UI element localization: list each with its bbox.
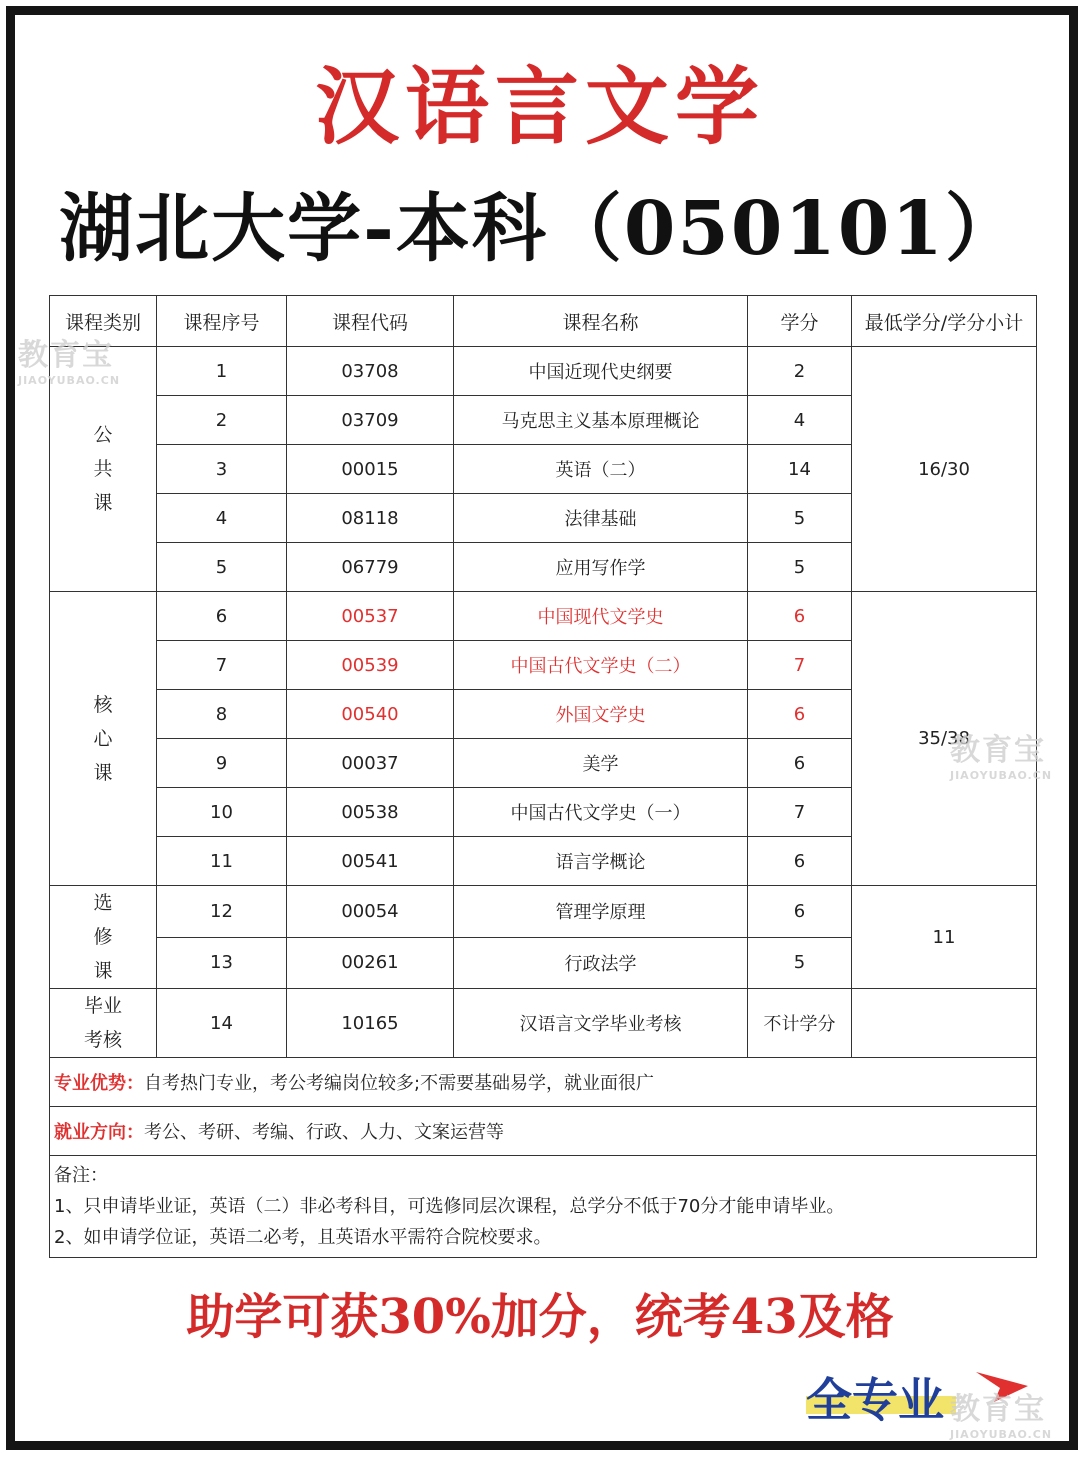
advantage-text: 自考热门专业，考公考编岗位较多;不需要基础易学，就业面很广 bbox=[144, 1073, 655, 1094]
course-code: 00537 bbox=[287, 592, 454, 641]
course-no: 6 bbox=[157, 592, 287, 641]
course-code: 10165 bbox=[287, 989, 454, 1058]
course-code: 08118 bbox=[287, 494, 454, 543]
course-no: 8 bbox=[157, 690, 287, 739]
course-no: 12 bbox=[157, 886, 287, 938]
course-code: 00540 bbox=[287, 690, 454, 739]
subtotal-core: 35/38 bbox=[852, 592, 1037, 886]
course-code: 00037 bbox=[287, 739, 454, 788]
subtotal-graduation bbox=[852, 989, 1037, 1058]
career-row bbox=[50, 1107, 1037, 1156]
course-name: 英语（二） bbox=[454, 445, 748, 494]
career-label: 就业方向： bbox=[54, 1122, 144, 1143]
course-credit: 7 bbox=[748, 641, 852, 690]
category-graduation-label: 毕业 考核 bbox=[83, 995, 122, 1051]
watermark-cn: 教育宝 bbox=[18, 338, 114, 373]
notes-row bbox=[50, 1156, 1037, 1258]
course-no: 9 bbox=[157, 739, 287, 788]
advantage-cell bbox=[50, 1058, 1037, 1107]
course-name: 应用写作学 bbox=[454, 543, 748, 592]
course-name: 中国古代文学史（一） bbox=[454, 788, 748, 837]
subtotal-public: 16/30 bbox=[852, 347, 1037, 592]
course-name: 中国近现代史纲要 bbox=[454, 347, 748, 396]
table-row bbox=[50, 592, 1037, 641]
course-no: 2 bbox=[157, 396, 287, 445]
header-code: 课程代码 bbox=[287, 296, 454, 347]
career-text: 考公、考研、考编、行政、人力、文案运营等 bbox=[144, 1122, 504, 1143]
course-code: 00015 bbox=[287, 445, 454, 494]
page-subtitle: 湖北大学-本科（050101） bbox=[59, 186, 1021, 272]
course-credit: 14 bbox=[748, 445, 852, 494]
bottom-banner: 助学可获30%加分，统考43及格 bbox=[186, 1289, 894, 1345]
category-elective bbox=[50, 886, 157, 989]
watermark-cn: 教育宝 bbox=[950, 1392, 1046, 1427]
course-no: 5 bbox=[157, 543, 287, 592]
watermark-en: JIAOYUBAO.CN bbox=[18, 374, 121, 387]
course-credit: 6 bbox=[748, 592, 852, 641]
header-number: 课程序号 bbox=[157, 296, 287, 347]
header-credit: 学分 bbox=[748, 296, 852, 347]
notes-item: 1、只申请毕业证，英语（二）非必考科目，可选修同层次课程，总学分不低于70分才能申请毕业。 bbox=[54, 1196, 845, 1217]
course-credit: 6 bbox=[748, 886, 852, 938]
course-no: 3 bbox=[157, 445, 287, 494]
curriculum-table bbox=[49, 295, 1037, 1258]
course-name: 管理学原理 bbox=[454, 886, 748, 938]
course-code: 03709 bbox=[287, 396, 454, 445]
course-name: 中国现代文学史 bbox=[454, 592, 748, 641]
course-name: 美学 bbox=[454, 739, 748, 788]
watermark-en: JIAOYUBAO.CN bbox=[950, 769, 1053, 782]
header-name: 课程名称 bbox=[454, 296, 748, 347]
course-name: 马克思主义基本原理概论 bbox=[454, 396, 748, 445]
page-title: 汉语言文学 bbox=[314, 57, 765, 156]
header-category: 课程类别 bbox=[50, 296, 157, 347]
career-cell bbox=[50, 1107, 1037, 1156]
course-credit: 6 bbox=[748, 690, 852, 739]
course-name: 行政法学 bbox=[454, 937, 748, 989]
course-no: 1 bbox=[157, 347, 287, 396]
course-name: 汉语言文学毕业考核 bbox=[454, 989, 748, 1058]
course-code: 03708 bbox=[287, 347, 454, 396]
course-no: 11 bbox=[157, 837, 287, 886]
watermark-right bbox=[950, 725, 1052, 782]
table-row bbox=[50, 989, 1037, 1058]
course-credit: 2 bbox=[748, 347, 852, 396]
course-name: 法律基础 bbox=[454, 494, 748, 543]
table-row bbox=[50, 886, 1037, 938]
notes-item: 2、如申请学位证，英语二必考，且英语水平需符合院校要求。 bbox=[54, 1227, 552, 1248]
course-no: 14 bbox=[157, 989, 287, 1058]
notes-cell bbox=[50, 1156, 1037, 1258]
course-no: 10 bbox=[157, 788, 287, 837]
course-name: 外国文学史 bbox=[454, 690, 748, 739]
watermark-left bbox=[18, 330, 120, 387]
course-credit: 5 bbox=[748, 543, 852, 592]
brand-label: 全专业 bbox=[806, 1373, 944, 1427]
subtotal-elective: 11 bbox=[852, 886, 1037, 989]
header-subtotal: 最低学分/学分小计 bbox=[852, 296, 1037, 347]
advantage-row bbox=[50, 1058, 1037, 1107]
course-code: 00541 bbox=[287, 837, 454, 886]
table-row bbox=[50, 347, 1037, 396]
course-no: 4 bbox=[157, 494, 287, 543]
category-public-label: 公 共 课 bbox=[93, 424, 113, 514]
table-header-row bbox=[50, 296, 1037, 347]
watermark-bottom bbox=[950, 1384, 1052, 1441]
course-credit: 7 bbox=[748, 788, 852, 837]
course-name: 语言学概论 bbox=[454, 837, 748, 886]
notes-title: 备注： bbox=[54, 1165, 108, 1186]
course-code: 00054 bbox=[287, 886, 454, 938]
course-credit: 5 bbox=[748, 494, 852, 543]
course-no: 13 bbox=[157, 937, 287, 989]
course-credit: 6 bbox=[748, 837, 852, 886]
advantage-label: 专业优势： bbox=[54, 1073, 144, 1094]
course-credit: 6 bbox=[748, 739, 852, 788]
watermark-cn: 教育宝 bbox=[950, 733, 1046, 768]
course-name: 中国古代文学史（二） bbox=[454, 641, 748, 690]
category-core-label: 核 心 课 bbox=[93, 693, 113, 784]
category-elective-label: 选 修 课 bbox=[93, 892, 113, 982]
category-core bbox=[50, 592, 157, 886]
course-credit: 5 bbox=[748, 937, 852, 989]
course-credit: 不计学分 bbox=[748, 989, 852, 1058]
course-code: 00539 bbox=[287, 641, 454, 690]
course-no: 7 bbox=[157, 641, 287, 690]
watermark-en: JIAOYUBAO.CN bbox=[950, 1428, 1053, 1441]
course-credit: 4 bbox=[748, 396, 852, 445]
course-code: 00261 bbox=[287, 937, 454, 989]
category-graduation bbox=[50, 989, 157, 1058]
course-code: 00538 bbox=[287, 788, 454, 837]
course-code: 06779 bbox=[287, 543, 454, 592]
